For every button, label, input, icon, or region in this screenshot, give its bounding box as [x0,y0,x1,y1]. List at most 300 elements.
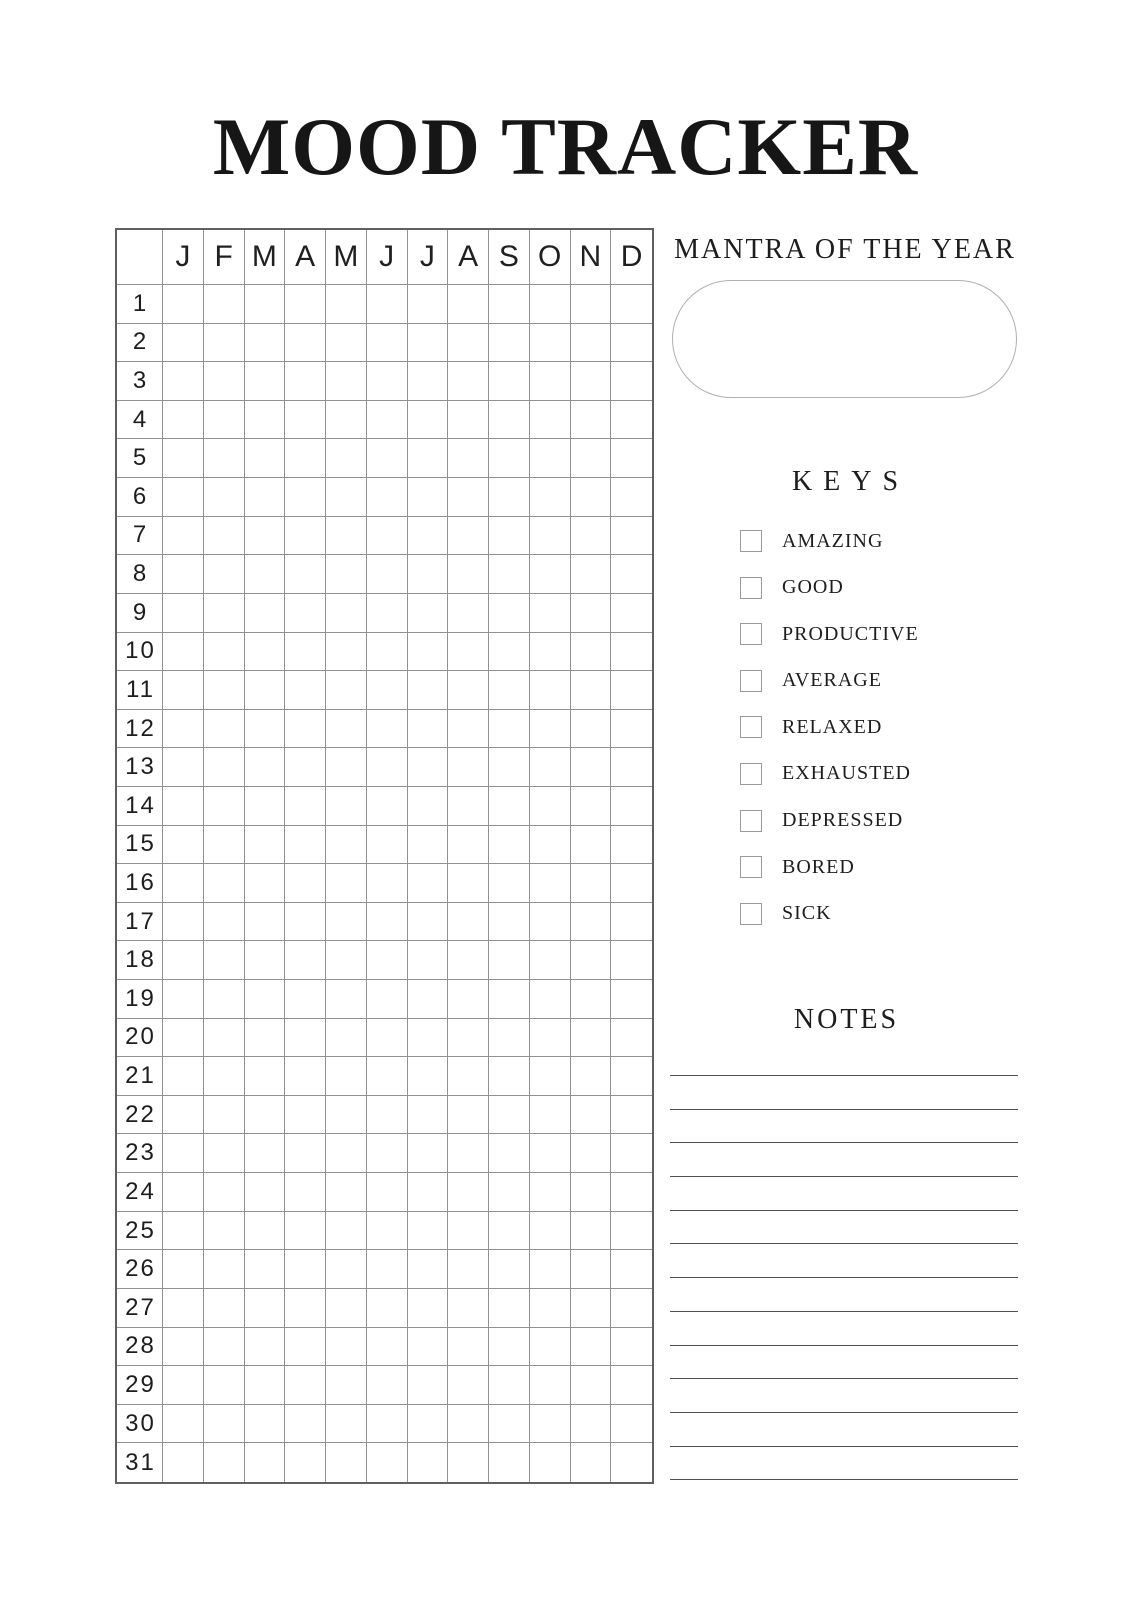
mood-cell-m10-d25[interactable] [530,1212,571,1251]
mood-cell-m1-d27[interactable] [163,1289,204,1328]
mood-cell-m9-d17[interactable] [489,903,530,942]
mood-cell-m5-d10[interactable] [326,633,367,672]
mood-cell-m8-d15[interactable] [448,826,489,865]
mood-cell-m5-d29[interactable] [326,1366,367,1405]
mood-cell-m9-d2[interactable] [489,324,530,363]
mood-cell-m12-d23[interactable] [611,1134,652,1173]
mood-cell-m2-d30[interactable] [204,1405,245,1444]
mood-cell-m9-d16[interactable] [489,864,530,903]
mood-cell-m3-d24[interactable] [245,1173,286,1212]
mood-cell-m1-d21[interactable] [163,1057,204,1096]
mood-cell-m6-d29[interactable] [367,1366,408,1405]
mood-cell-m12-d24[interactable] [611,1173,652,1212]
mood-cell-m4-d13[interactable] [285,748,326,787]
mood-cell-m10-d18[interactable] [530,941,571,980]
mood-cell-m11-d20[interactable] [571,1019,612,1058]
mood-cell-m1-d13[interactable] [163,748,204,787]
mood-cell-m5-d18[interactable] [326,941,367,980]
mood-cell-m3-d26[interactable] [245,1250,286,1289]
mood-cell-m2-d2[interactable] [204,324,245,363]
mood-cell-m11-d9[interactable] [571,594,612,633]
mood-cell-m11-d22[interactable] [571,1096,612,1135]
mood-cell-m7-d9[interactable] [408,594,449,633]
mood-cell-m3-d11[interactable] [245,671,286,710]
mood-cell-m2-d25[interactable] [204,1212,245,1251]
mood-cell-m10-d31[interactable] [530,1443,571,1482]
mood-cell-m7-d17[interactable] [408,903,449,942]
mood-cell-m11-d31[interactable] [571,1443,612,1482]
mood-cell-m5-d1[interactable] [326,285,367,324]
mood-cell-m5-d9[interactable] [326,594,367,633]
note-line-13[interactable] [670,1479,1018,1513]
key-checkbox-amazing[interactable] [740,530,762,552]
mood-cell-m8-d9[interactable] [448,594,489,633]
mood-cell-m3-d15[interactable] [245,826,286,865]
mood-cell-m11-d17[interactable] [571,903,612,942]
mood-cell-m4-d30[interactable] [285,1405,326,1444]
mood-cell-m12-d28[interactable] [611,1328,652,1367]
mood-cell-m5-d20[interactable] [326,1019,367,1058]
mood-cell-m5-d26[interactable] [326,1250,367,1289]
mood-cell-m4-d26[interactable] [285,1250,326,1289]
mood-cell-m10-d4[interactable] [530,401,571,440]
mood-cell-m10-d15[interactable] [530,826,571,865]
mood-cell-m8-d10[interactable] [448,633,489,672]
mood-cell-m9-d28[interactable] [489,1328,530,1367]
mood-cell-m7-d15[interactable] [408,826,449,865]
mood-cell-m7-d19[interactable] [408,980,449,1019]
key-checkbox-productive[interactable] [740,623,762,645]
mood-cell-m3-d6[interactable] [245,478,286,517]
mood-cell-m7-d6[interactable] [408,478,449,517]
mood-cell-m12-d17[interactable] [611,903,652,942]
mood-cell-m6-d31[interactable] [367,1443,408,1482]
mood-cell-m10-d1[interactable] [530,285,571,324]
mood-cell-m2-d11[interactable] [204,671,245,710]
mood-cell-m3-d3[interactable] [245,362,286,401]
mood-cell-m6-d27[interactable] [367,1289,408,1328]
mood-cell-m5-d24[interactable] [326,1173,367,1212]
mood-cell-m3-d12[interactable] [245,710,286,749]
mood-cell-m7-d20[interactable] [408,1019,449,1058]
mood-cell-m10-d17[interactable] [530,903,571,942]
key-checkbox-exhausted[interactable] [740,763,762,785]
mood-cell-m2-d3[interactable] [204,362,245,401]
mood-cell-m9-d20[interactable] [489,1019,530,1058]
mood-cell-m4-d17[interactable] [285,903,326,942]
mood-cell-m7-d30[interactable] [408,1405,449,1444]
mood-cell-m1-d10[interactable] [163,633,204,672]
mood-cell-m11-d26[interactable] [571,1250,612,1289]
mood-cell-m10-d14[interactable] [530,787,571,826]
mood-cell-m1-d23[interactable] [163,1134,204,1173]
mood-cell-m12-d16[interactable] [611,864,652,903]
mood-cell-m5-d21[interactable] [326,1057,367,1096]
mood-cell-m4-d14[interactable] [285,787,326,826]
note-line-10[interactable] [670,1378,1018,1412]
note-line-12[interactable] [670,1446,1018,1480]
mood-cell-m9-d7[interactable] [489,517,530,556]
mood-cell-m12-d9[interactable] [611,594,652,633]
mood-cell-m3-d27[interactable] [245,1289,286,1328]
mood-cell-m2-d24[interactable] [204,1173,245,1212]
mood-cell-m9-d21[interactable] [489,1057,530,1096]
mood-cell-m1-d25[interactable] [163,1212,204,1251]
mood-cell-m1-d29[interactable] [163,1366,204,1405]
mood-cell-m2-d20[interactable] [204,1019,245,1058]
mood-cell-m6-d25[interactable] [367,1212,408,1251]
mood-cell-m7-d24[interactable] [408,1173,449,1212]
mood-cell-m7-d28[interactable] [408,1328,449,1367]
mood-cell-m9-d25[interactable] [489,1212,530,1251]
note-line-6[interactable] [670,1243,1018,1277]
note-line-3[interactable] [670,1142,1018,1176]
mood-cell-m10-d23[interactable] [530,1134,571,1173]
mood-cell-m6-d17[interactable] [367,903,408,942]
mood-cell-m10-d24[interactable] [530,1173,571,1212]
mood-cell-m4-d5[interactable] [285,439,326,478]
mood-cell-m12-d22[interactable] [611,1096,652,1135]
mood-cell-m2-d9[interactable] [204,594,245,633]
mood-cell-m6-d11[interactable] [367,671,408,710]
note-line-5[interactable] [670,1210,1018,1244]
mood-cell-m3-d7[interactable] [245,517,286,556]
mood-cell-m4-d18[interactable] [285,941,326,980]
mood-cell-m9-d13[interactable] [489,748,530,787]
mood-cell-m11-d25[interactable] [571,1212,612,1251]
mood-cell-m4-d16[interactable] [285,864,326,903]
mood-cell-m4-d7[interactable] [285,517,326,556]
mood-cell-m6-d10[interactable] [367,633,408,672]
mood-cell-m10-d12[interactable] [530,710,571,749]
mood-cell-m6-d18[interactable] [367,941,408,980]
mood-cell-m5-d4[interactable] [326,401,367,440]
mood-cell-m4-d9[interactable] [285,594,326,633]
mood-cell-m11-d1[interactable] [571,285,612,324]
mood-cell-m8-d8[interactable] [448,555,489,594]
mood-cell-m2-d8[interactable] [204,555,245,594]
mood-cell-m6-d16[interactable] [367,864,408,903]
mood-cell-m8-d6[interactable] [448,478,489,517]
mood-cell-m7-d11[interactable] [408,671,449,710]
mood-cell-m8-d30[interactable] [448,1405,489,1444]
mood-cell-m2-d23[interactable] [204,1134,245,1173]
mood-cell-m9-d18[interactable] [489,941,530,980]
mood-cell-m3-d23[interactable] [245,1134,286,1173]
mood-cell-m5-d25[interactable] [326,1212,367,1251]
mood-cell-m11-d2[interactable] [571,324,612,363]
mood-cell-m9-d23[interactable] [489,1134,530,1173]
mood-cell-m7-d29[interactable] [408,1366,449,1405]
mood-cell-m8-d20[interactable] [448,1019,489,1058]
mood-cell-m4-d20[interactable] [285,1019,326,1058]
note-line-8[interactable] [670,1311,1018,1345]
mood-cell-m5-d30[interactable] [326,1405,367,1444]
mood-cell-m8-d29[interactable] [448,1366,489,1405]
mood-cell-m11-d24[interactable] [571,1173,612,1212]
mood-cell-m12-d2[interactable] [611,324,652,363]
mood-cell-m9-d31[interactable] [489,1443,530,1482]
mood-cell-m11-d10[interactable] [571,633,612,672]
mood-cell-m10-d2[interactable] [530,324,571,363]
mood-cell-m6-d1[interactable] [367,285,408,324]
mood-cell-m10-d29[interactable] [530,1366,571,1405]
mood-cell-m10-d5[interactable] [530,439,571,478]
mood-cell-m7-d8[interactable] [408,555,449,594]
mood-cell-m9-d8[interactable] [489,555,530,594]
mood-cell-m12-d29[interactable] [611,1366,652,1405]
mood-cell-m11-d29[interactable] [571,1366,612,1405]
mood-cell-m9-d11[interactable] [489,671,530,710]
mood-cell-m7-d25[interactable] [408,1212,449,1251]
mood-cell-m8-d3[interactable] [448,362,489,401]
mood-cell-m3-d18[interactable] [245,941,286,980]
mood-cell-m1-d8[interactable] [163,555,204,594]
mood-cell-m8-d4[interactable] [448,401,489,440]
mood-cell-m1-d2[interactable] [163,324,204,363]
mood-cell-m5-d7[interactable] [326,517,367,556]
mood-cell-m1-d20[interactable] [163,1019,204,1058]
mood-cell-m6-d5[interactable] [367,439,408,478]
mood-cell-m7-d16[interactable] [408,864,449,903]
mood-cell-m1-d3[interactable] [163,362,204,401]
mood-cell-m2-d21[interactable] [204,1057,245,1096]
mood-cell-m3-d21[interactable] [245,1057,286,1096]
mood-cell-m7-d7[interactable] [408,517,449,556]
mantra-input-box[interactable] [672,280,1017,398]
mood-cell-m10-d10[interactable] [530,633,571,672]
mood-cell-m4-d1[interactable] [285,285,326,324]
mood-cell-m10-d21[interactable] [530,1057,571,1096]
mood-cell-m2-d19[interactable] [204,980,245,1019]
mood-cell-m11-d23[interactable] [571,1134,612,1173]
mood-cell-m4-d8[interactable] [285,555,326,594]
mood-cell-m8-d19[interactable] [448,980,489,1019]
mood-cell-m2-d28[interactable] [204,1328,245,1367]
mood-cell-m11-d15[interactable] [571,826,612,865]
mood-cell-m10-d3[interactable] [530,362,571,401]
mood-cell-m5-d22[interactable] [326,1096,367,1135]
mood-cell-m6-d19[interactable] [367,980,408,1019]
mood-cell-m7-d22[interactable] [408,1096,449,1135]
mood-cell-m6-d21[interactable] [367,1057,408,1096]
mood-cell-m11-d13[interactable] [571,748,612,787]
mood-cell-m11-d3[interactable] [571,362,612,401]
mood-cell-m4-d12[interactable] [285,710,326,749]
mood-cell-m2-d5[interactable] [204,439,245,478]
note-line-7[interactable] [670,1277,1018,1311]
mood-cell-m4-d4[interactable] [285,401,326,440]
mood-cell-m10-d7[interactable] [530,517,571,556]
mood-cell-m9-d3[interactable] [489,362,530,401]
mood-cell-m5-d11[interactable] [326,671,367,710]
mood-cell-m12-d21[interactable] [611,1057,652,1096]
mood-cell-m11-d16[interactable] [571,864,612,903]
mood-cell-m1-d28[interactable] [163,1328,204,1367]
mood-cell-m8-d16[interactable] [448,864,489,903]
mood-cell-m3-d9[interactable] [245,594,286,633]
mood-cell-m5-d17[interactable] [326,903,367,942]
mood-cell-m2-d31[interactable] [204,1443,245,1482]
mood-cell-m11-d18[interactable] [571,941,612,980]
mood-cell-m4-d21[interactable] [285,1057,326,1096]
key-checkbox-depressed[interactable] [740,810,762,832]
mood-cell-m1-d14[interactable] [163,787,204,826]
mood-cell-m3-d20[interactable] [245,1019,286,1058]
mood-cell-m5-d12[interactable] [326,710,367,749]
note-line-11[interactable] [670,1412,1018,1446]
mood-cell-m5-d8[interactable] [326,555,367,594]
mood-cell-m2-d7[interactable] [204,517,245,556]
mood-cell-m8-d13[interactable] [448,748,489,787]
mood-cell-m12-d13[interactable] [611,748,652,787]
mood-cell-m7-d14[interactable] [408,787,449,826]
mood-cell-m8-d23[interactable] [448,1134,489,1173]
mood-cell-m7-d31[interactable] [408,1443,449,1482]
note-line-9[interactable] [670,1345,1018,1379]
mood-cell-m5-d2[interactable] [326,324,367,363]
mood-cell-m7-d18[interactable] [408,941,449,980]
mood-cell-m5-d3[interactable] [326,362,367,401]
mood-cell-m9-d15[interactable] [489,826,530,865]
mood-cell-m1-d17[interactable] [163,903,204,942]
mood-cell-m2-d18[interactable] [204,941,245,980]
mood-cell-m4-d23[interactable] [285,1134,326,1173]
mood-cell-m10-d6[interactable] [530,478,571,517]
mood-cell-m6-d15[interactable] [367,826,408,865]
mood-cell-m11-d7[interactable] [571,517,612,556]
mood-cell-m8-d14[interactable] [448,787,489,826]
mood-cell-m9-d14[interactable] [489,787,530,826]
mood-cell-m8-d17[interactable] [448,903,489,942]
mood-cell-m11-d14[interactable] [571,787,612,826]
mood-cell-m4-d28[interactable] [285,1328,326,1367]
mood-cell-m7-d4[interactable] [408,401,449,440]
mood-cell-m2-d4[interactable] [204,401,245,440]
key-checkbox-relaxed[interactable] [740,716,762,738]
mood-cell-m3-d5[interactable] [245,439,286,478]
mood-cell-m10-d30[interactable] [530,1405,571,1444]
key-checkbox-bored[interactable] [740,856,762,878]
mood-cell-m10-d28[interactable] [530,1328,571,1367]
mood-cell-m3-d17[interactable] [245,903,286,942]
mood-cell-m12-d12[interactable] [611,710,652,749]
mood-cell-m1-d24[interactable] [163,1173,204,1212]
mood-cell-m9-d26[interactable] [489,1250,530,1289]
mood-cell-m5-d6[interactable] [326,478,367,517]
mood-cell-m5-d16[interactable] [326,864,367,903]
mood-cell-m1-d15[interactable] [163,826,204,865]
mood-cell-m5-d19[interactable] [326,980,367,1019]
mood-cell-m2-d22[interactable] [204,1096,245,1135]
mood-cell-m10-d16[interactable] [530,864,571,903]
mood-cell-m1-d16[interactable] [163,864,204,903]
mood-cell-m1-d9[interactable] [163,594,204,633]
mood-cell-m1-d11[interactable] [163,671,204,710]
mood-cell-m1-d6[interactable] [163,478,204,517]
mood-cell-m11-d4[interactable] [571,401,612,440]
mood-cell-m2-d14[interactable] [204,787,245,826]
mood-cell-m12-d27[interactable] [611,1289,652,1328]
mood-cell-m10-d9[interactable] [530,594,571,633]
mood-cell-m6-d7[interactable] [367,517,408,556]
mood-cell-m11-d8[interactable] [571,555,612,594]
mood-cell-m11-d27[interactable] [571,1289,612,1328]
mood-cell-m12-d5[interactable] [611,439,652,478]
mood-cell-m2-d12[interactable] [204,710,245,749]
mood-cell-m4-d3[interactable] [285,362,326,401]
mood-cell-m4-d29[interactable] [285,1366,326,1405]
mood-cell-m9-d24[interactable] [489,1173,530,1212]
mood-cell-m8-d28[interactable] [448,1328,489,1367]
mood-cell-m11-d19[interactable] [571,980,612,1019]
mood-cell-m11-d30[interactable] [571,1405,612,1444]
mood-cell-m12-d20[interactable] [611,1019,652,1058]
mood-cell-m9-d6[interactable] [489,478,530,517]
mood-cell-m1-d18[interactable] [163,941,204,980]
mood-cell-m10-d26[interactable] [530,1250,571,1289]
mood-cell-m1-d12[interactable] [163,710,204,749]
mood-cell-m2-d13[interactable] [204,748,245,787]
mood-cell-m6-d26[interactable] [367,1250,408,1289]
mood-cell-m2-d6[interactable] [204,478,245,517]
mood-cell-m10-d19[interactable] [530,980,571,1019]
mood-cell-m3-d8[interactable] [245,555,286,594]
mood-cell-m12-d4[interactable] [611,401,652,440]
mood-cell-m1-d7[interactable] [163,517,204,556]
mood-cell-m9-d27[interactable] [489,1289,530,1328]
mood-cell-m4-d25[interactable] [285,1212,326,1251]
mood-cell-m12-d8[interactable] [611,555,652,594]
mood-cell-m6-d13[interactable] [367,748,408,787]
mood-cell-m6-d30[interactable] [367,1405,408,1444]
note-line-2[interactable] [670,1109,1018,1143]
mood-cell-m5-d23[interactable] [326,1134,367,1173]
mood-cell-m1-d5[interactable] [163,439,204,478]
mood-cell-m6-d20[interactable] [367,1019,408,1058]
mood-cell-m3-d25[interactable] [245,1212,286,1251]
mood-cell-m2-d26[interactable] [204,1250,245,1289]
mood-cell-m8-d7[interactable] [448,517,489,556]
mood-cell-m12-d26[interactable] [611,1250,652,1289]
mood-cell-m6-d14[interactable] [367,787,408,826]
mood-cell-m11-d5[interactable] [571,439,612,478]
mood-cell-m2-d17[interactable] [204,903,245,942]
mood-cell-m6-d4[interactable] [367,401,408,440]
mood-cell-m5-d5[interactable] [326,439,367,478]
mood-cell-m11-d6[interactable] [571,478,612,517]
mood-cell-m7-d3[interactable] [408,362,449,401]
mood-cell-m9-d4[interactable] [489,401,530,440]
mood-cell-m10-d8[interactable] [530,555,571,594]
mood-cell-m6-d2[interactable] [367,324,408,363]
mood-cell-m3-d28[interactable] [245,1328,286,1367]
mood-cell-m7-d5[interactable] [408,439,449,478]
mood-cell-m12-d18[interactable] [611,941,652,980]
key-checkbox-sick[interactable] [740,903,762,925]
mood-cell-m2-d27[interactable] [204,1289,245,1328]
mood-cell-m12-d1[interactable] [611,285,652,324]
mood-cell-m7-d13[interactable] [408,748,449,787]
mood-cell-m8-d22[interactable] [448,1096,489,1135]
mood-cell-m2-d29[interactable] [204,1366,245,1405]
mood-cell-m3-d1[interactable] [245,285,286,324]
mood-cell-m8-d2[interactable] [448,324,489,363]
mood-cell-m12-d3[interactable] [611,362,652,401]
mood-cell-m11-d28[interactable] [571,1328,612,1367]
mood-cell-m4-d6[interactable] [285,478,326,517]
mood-cell-m3-d30[interactable] [245,1405,286,1444]
